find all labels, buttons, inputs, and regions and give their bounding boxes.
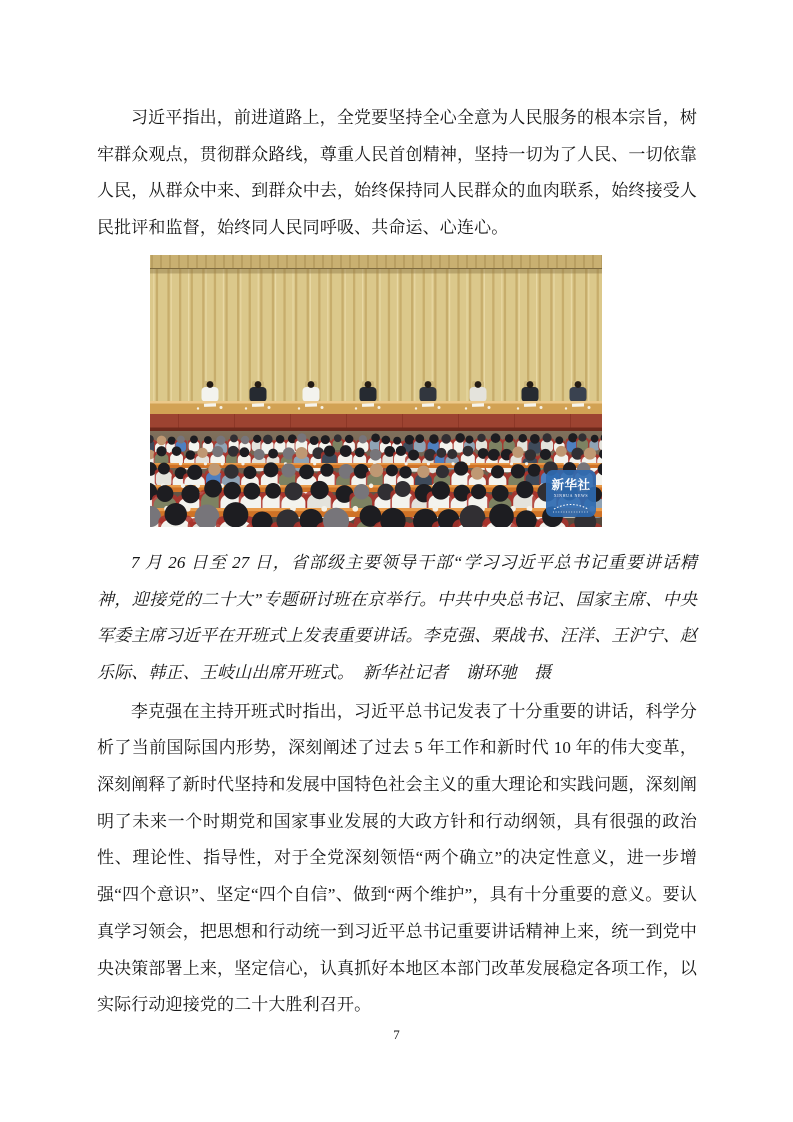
page-number: 7 — [393, 1027, 400, 1042]
svg-text:新华社: 新华社 — [551, 477, 591, 492]
photo-caption: 7 月 26 日至 27 日，省部级主要领导干部“学习习近平总书记重要讲话精神，迎接党的二十大”专题研讨班在京举行。中共中央总书记、国家主席、中央军委主席习近平在开班式上发表重要讲话。李克强、栗战书、汪洋、王沪宁、赵乐际、韩正、王岐山出席开班式。 新华社记者 谢环驰 摄 — [97, 552, 697, 682]
document-body — [97, 100, 697, 1024]
svg-text:XINHUA NEWS: XINHUA NEWS — [553, 492, 589, 498]
news-photo — [150, 255, 602, 527]
paragraph-li-keqiang-remarks: 李克强在主持开班式时指出，习近平总书记发表了十分重要的讲话，科学分析了当前国际国内形势，深刻阐述了过去 5 年工作和新时代 10 年的伟大变革，深刻阐释了新时代坚持和发展中国特色社会主义的重大理论和实践问题，深刻阐明了未来一个时期党和国家事业发展的大政方针和行动纲领，具有很强的政治性、理论性、指导性，对于全党深刻领悟“两个确立”的决定性意义，进一步增强“四个意识”、坚定“四个自信”、做到“两个维护”，具有十分重要的意义。要认真学习领会，把思想和行动统一到习近平总书记重要讲话精神上来，统一到党中央决策部署上来，坚定信心，认真抓好本地区本部门改革发展稳定各项工作，以实际行动迎接党的二十大胜利召开。 — [97, 701, 697, 1015]
paragraph-xi-remarks: 习近平指出，前进道路上，全党要坚持全心全意为人民服务的根本宗旨，树牢群众观点，贯彻群众路线，尊重人民首创精神，坚持一切为了人民、一切依靠人民，从群众中来、到群众中去，始终保持同人民群众的血肉联系，始终接受人民批评和监督，始终同人民同呼吸、共命运、心连心。 — [97, 108, 697, 238]
xinhua-watermark — [546, 470, 596, 517]
news-photo-figure — [150, 255, 602, 527]
